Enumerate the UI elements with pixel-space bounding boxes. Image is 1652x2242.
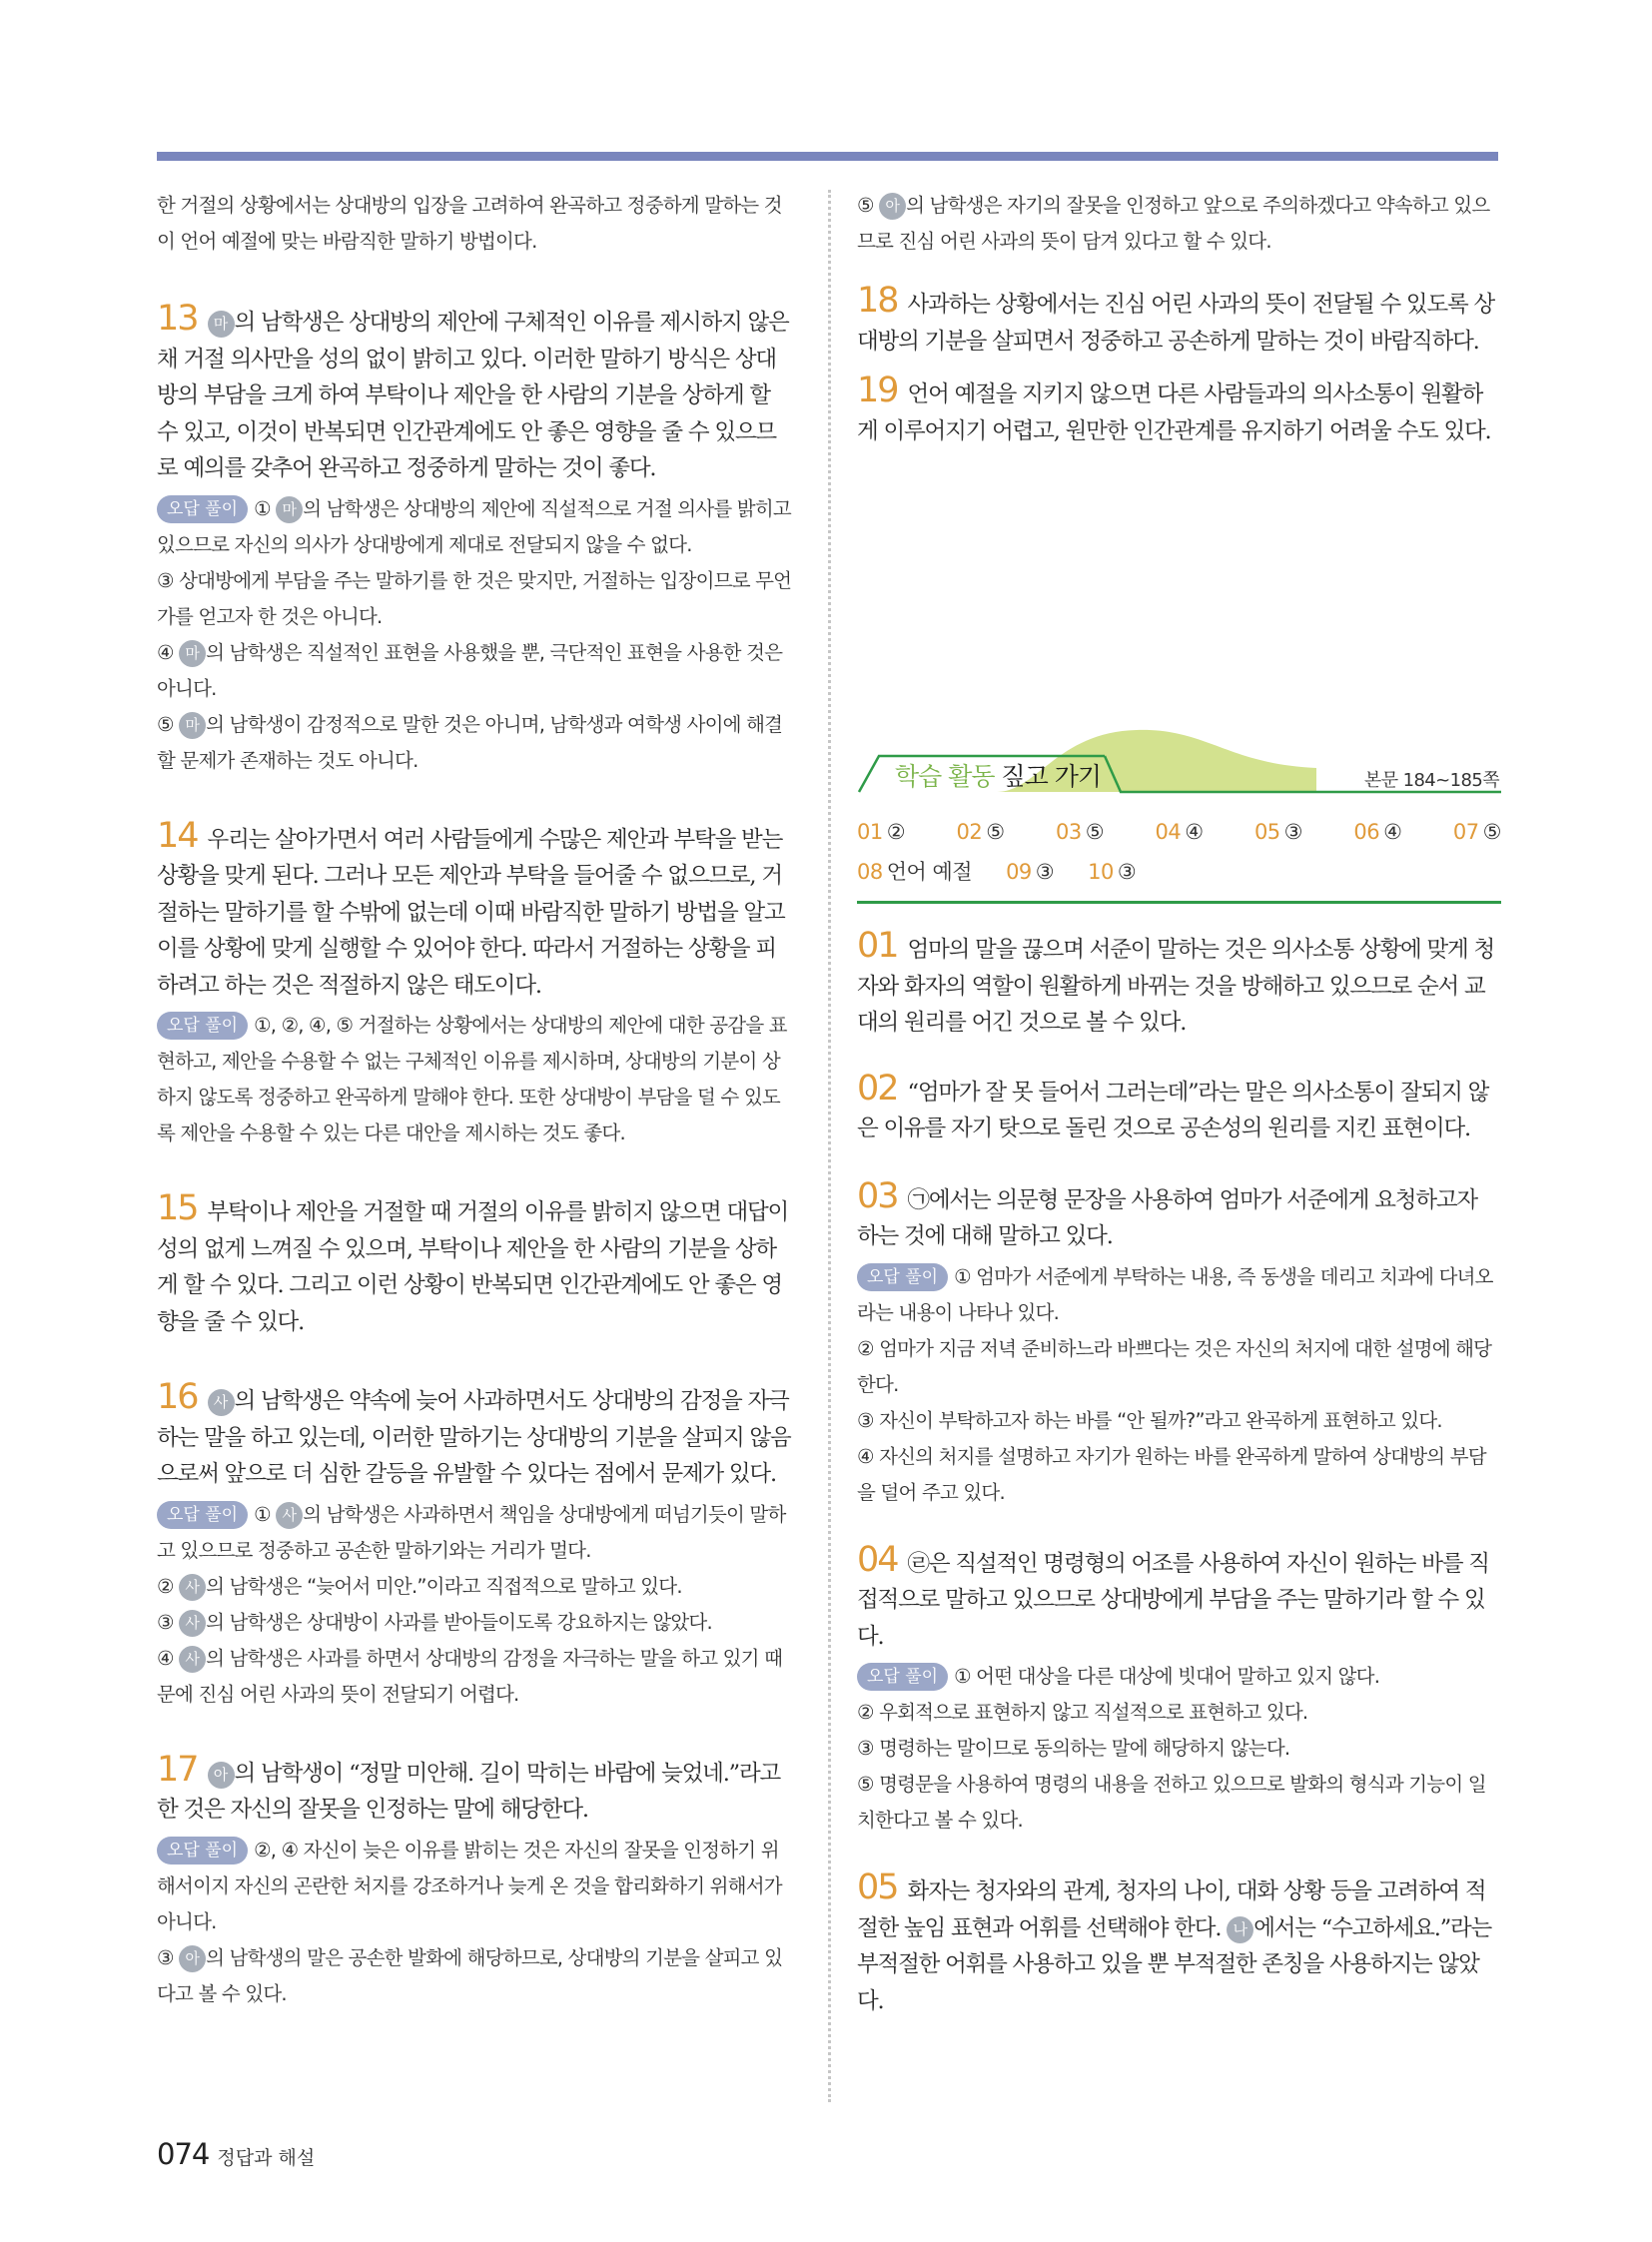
explanation-line xyxy=(157,1497,796,1569)
item-number: 14 xyxy=(157,815,198,856)
answer-key-value: ⑤ xyxy=(1482,820,1501,844)
paragraph xyxy=(857,1175,1496,1255)
paragraph xyxy=(157,299,796,487)
answer-item xyxy=(857,1175,1496,1255)
answer-key-item xyxy=(1006,852,1054,892)
circle-label-badge: 사 xyxy=(276,1502,303,1529)
paragraph-text: 화자는 청자와의 관계, 청자의 나이, 대화 상황 등을 고려하여 적절한 높임 표현과 어휘를 선택해야 한다. xyxy=(857,1878,1486,1941)
answer-key-number: 01 xyxy=(857,820,883,844)
wrong-answer-label: 오답 풀이 xyxy=(157,1837,248,1865)
paragraph xyxy=(157,1377,796,1493)
item-number: 01 xyxy=(857,926,898,966)
item-number: 05 xyxy=(857,1868,898,1907)
answer-key-value: ③ xyxy=(1117,860,1137,884)
answer-key-number: 04 xyxy=(1155,820,1182,844)
explanation-line xyxy=(157,1940,796,2012)
paragraph xyxy=(857,1870,1496,2019)
wrong-answer-label: 오답 풀이 xyxy=(857,1663,948,1691)
circle-label-badge: 마 xyxy=(208,311,235,338)
answer-key-item xyxy=(1453,812,1501,852)
explanation-line xyxy=(157,563,796,635)
circle-label-badge: 사 xyxy=(179,1610,206,1637)
answer-key-item xyxy=(857,852,972,892)
circle-label-badge: 마 xyxy=(276,496,303,523)
explanation-line xyxy=(857,188,1496,260)
paragraph xyxy=(157,815,796,1005)
paragraph xyxy=(857,281,1496,360)
answer-key-number: 08 xyxy=(857,860,883,884)
explanation-text: ① xyxy=(254,1502,277,1526)
circle-label-badge: 나 xyxy=(1227,1916,1253,1943)
answer-note xyxy=(857,1659,1496,1839)
explanation-text: 의 남학생은 “늦어서 미안.”이라고 직접적으로 말하고 있다. xyxy=(206,1574,682,1598)
answer-key-number: 10 xyxy=(1088,860,1114,884)
answer-item xyxy=(857,1068,1496,1147)
explanation-text: 의 남학생은 직설적인 표현을 사용했을 뿐, 극단적인 표현을 사용한 것은 아니다. xyxy=(157,640,783,700)
paragraph-text: 의 남학생은 약속에 늦어 사과하면서도 상대방의 감정을 자극하는 말을 하고 있는데, 이러한 말하기는 상대방의 기분을 살피지 않음으로써 앞으로 더 심한 갈등을 유발할 수 있다는 점에서 문제가 있다. xyxy=(157,1388,791,1487)
answer-note xyxy=(157,491,796,779)
answer-key-number: 07 xyxy=(1452,820,1479,844)
answer-note xyxy=(857,1259,1496,1511)
answer-note xyxy=(157,1833,796,2012)
circle-label-badge: 사 xyxy=(208,1389,235,1416)
explanation-text: ⑤ xyxy=(857,194,880,217)
answer-item xyxy=(857,281,1496,360)
paragraph-text: 한 거절의 상황에서는 상대방의 입장을 고려하여 완곡하고 정중하게 말하는 것이 언어 예절에 맞는 바람직한 말하기 방법이다. xyxy=(157,194,782,253)
answer-key-item xyxy=(1353,812,1401,852)
item-number: 17 xyxy=(157,1749,198,1790)
paragraph xyxy=(857,1068,1496,1147)
answer-item xyxy=(857,1870,1496,2019)
item-number: 13 xyxy=(157,299,198,339)
paragraph-text: 의 남학생이 “정말 미안해. 길이 막히는 바람에 늦었네.”라고 한 것은 자신의 잘못을 인정하는 말에 해당한다. xyxy=(157,1760,781,1823)
explanation-text: ② xyxy=(157,1574,180,1598)
answer-key-value: ⑤ xyxy=(1085,820,1105,844)
explanation-line xyxy=(857,1403,1496,1439)
explanation-line xyxy=(857,1731,1496,1767)
answer-note xyxy=(857,188,1496,260)
item-number: 16 xyxy=(157,1377,198,1417)
section-title xyxy=(895,757,1101,793)
study-activity-section xyxy=(857,724,1501,914)
section-title-highlight: 학습 활동 xyxy=(895,762,995,791)
answer-item xyxy=(857,1539,1496,1656)
answer-key-value: ③ xyxy=(1283,820,1302,844)
explanation-text: ① 어떤 대상을 다른 대상에 빗대어 말하고 있지 않다. xyxy=(954,1665,1380,1688)
circle-label-badge: 사 xyxy=(179,1646,206,1673)
circle-label-badge: 마 xyxy=(179,712,206,739)
answer-key-value: ④ xyxy=(1185,820,1204,844)
explanation-line xyxy=(157,1833,796,1940)
circle-label-badge: 아 xyxy=(208,1762,235,1789)
circle-label-badge: 마 xyxy=(179,640,206,667)
paragraph-text: 엄마의 말을 끊으며 서준이 말하는 것은 의사소통 상황에 맞게 청자와 화자의 역할이 원활하게 바뀌는 것을 방해하고 있으므로 순서 교대의 원리를 어긴 것으로 볼 수 있다. xyxy=(857,937,1495,1036)
explanation-text: ③ 명령하는 말이므로 동의하는 말에 해당하지 않는다. xyxy=(857,1737,1290,1760)
answer-item xyxy=(157,815,796,1005)
explanation-text: ⑤ xyxy=(157,712,180,736)
footer-label: 정답과 해설 xyxy=(217,2147,316,2169)
section-underline xyxy=(857,901,1501,904)
paragraph xyxy=(157,188,796,260)
item-number: 18 xyxy=(857,281,898,321)
answer-key-row xyxy=(857,812,1501,852)
answer-item xyxy=(157,1377,796,1493)
answer-key-item xyxy=(1088,852,1136,892)
answer-key-item xyxy=(1056,812,1104,852)
explanation-line xyxy=(157,1569,796,1605)
explanation-text: 의 남학생의 말은 공손한 발화에 해당하므로, 상대방의 기분을 살피고 있다고 볼 수 있다. xyxy=(157,1945,783,2005)
explanation-text: 의 남학생은 사과하면서 책임을 상대방에게 떠넘기듯이 말하고 있으므로 정중하고 공손한 말하기와는 거리가 멀다. xyxy=(157,1502,786,1562)
answer-note xyxy=(157,188,796,260)
item-number: 19 xyxy=(857,371,898,410)
explanation-line xyxy=(157,1605,796,1641)
explanation-text: ③ xyxy=(157,1945,180,1969)
explanation-line xyxy=(857,1695,1496,1731)
section-title-rest: 짚고 가기 xyxy=(994,762,1102,791)
explanation-line xyxy=(857,1331,1496,1403)
item-number: 15 xyxy=(157,1188,198,1228)
page-footer xyxy=(157,2137,315,2171)
explanation-text: ④ xyxy=(157,640,180,664)
explanation-text: 의 남학생은 사과를 하면서 상대방의 감정을 자극하는 말을 하고 있기 때문에 진심 어린 사과의 뜻이 전달되기 어렵다. xyxy=(157,1646,783,1706)
explanation-text: ⑤ 명령문을 사용하여 명령의 내용을 전하고 있으므로 발화의 형식과 기능이 일치한다고 볼 수 있다. xyxy=(857,1773,1486,1832)
explanation-text: ①, ②, ④, ⑤ 거절하는 상황에서는 상대방의 제안에 대한 공감을 표현하고, 제안을 수용할 수 없는 구체적인 이유를 제시하며, 상대방의 기분이 상하지 않도록 정중하고 완곡하게 말해야 한다. 또한 상대방이 부담을 덜 수 있도록 제안을 수용할 수 있는 다른 대안을 제시하는 것도 좋다. xyxy=(157,1014,787,1144)
answer-note xyxy=(157,1497,796,1713)
answer-item xyxy=(157,1749,796,1829)
right-column-top xyxy=(857,188,1496,449)
explanation-line xyxy=(857,1767,1496,1839)
answer-item xyxy=(857,926,1496,1042)
explanation-line xyxy=(857,1259,1496,1331)
section-page-range: 본문 184~185쪽 xyxy=(1363,770,1499,791)
column-divider xyxy=(828,190,831,2102)
wrong-answer-label: 오답 풀이 xyxy=(157,1501,248,1529)
paragraph-text: ㉣은 직설적인 명령형의 어조를 사용하여 자신이 원하는 바를 직접적으로 말하고 있으므로 상대방에게 부담을 주는 말하기라 할 수 있다. xyxy=(857,1550,1489,1650)
explanation-text: ④ xyxy=(157,1646,180,1670)
explanation-text: ②, ④ 자신이 늦은 이유를 밝히는 것은 자신의 잘못을 인정하기 위해서이지 자신의 곤란한 처지를 강조하거나 늦게 온 것을 합리화하기 위해서가 아니다. xyxy=(157,1838,782,1933)
explanation-text: ① xyxy=(254,496,277,520)
explanation-line xyxy=(157,491,796,563)
wrong-answer-label: 오답 풀이 xyxy=(857,1263,948,1291)
paragraph-text: 에서는 “수고하세요.”라는 부적절한 어휘를 사용하고 있을 뿐 부적절한 존칭을 사용하지는 않았다. xyxy=(857,1914,1492,2014)
explanation-text: ③ xyxy=(157,1610,180,1634)
answer-key-value: ③ xyxy=(1035,860,1055,884)
wrong-answer-label: 오답 풀이 xyxy=(157,495,248,523)
paragraph-text: 우리는 살아가면서 여러 사람들에게 수많은 제안과 부탁을 받는 상황을 맞게 된다. 그러나 모든 제안과 부탁을 들어줄 수 없으므로, 거절하는 말하기를 할 수밖에 없는데 이때 바람직한 말하기 방법을 알고 이를 상황에 맞게 실행할 수 있어야 한다. 따라서 거절하는 상황을 피하려고 하는 것은 적절하지 않은 태도이다. xyxy=(157,826,785,999)
answer-key-value: ④ xyxy=(1383,820,1402,844)
answer-key-item xyxy=(956,812,1004,852)
circle-label-badge: 사 xyxy=(179,1574,206,1601)
explanation-text: ③ 상대방에게 부담을 주는 말하기를 한 것은 맞지만, 거절하는 입장이므로 무언가를 얻고자 한 것은 아니다. xyxy=(157,568,792,628)
explanation-text: 의 남학생은 자기의 잘못을 인정하고 앞으로 주의하겠다고 약속하고 있으므로 진심 어린 사과의 뜻이 담겨 있다고 할 수 있다. xyxy=(857,194,1490,253)
explanation-line xyxy=(157,635,796,707)
explanation-line xyxy=(857,1659,1496,1695)
explanation-line xyxy=(157,707,796,779)
paragraph-text: 부탁이나 제안을 거절할 때 거절의 이유를 밝히지 않으면 대답이 성의 없게 느껴질 수 있으며, 부탁이나 제안을 한 사람의 기분을 상하게 할 수 있다. 그리고 이런 상황이 반복되면 인간관계에도 안 좋은 영향을 줄 수 있다. xyxy=(157,1199,789,1335)
answer-key-item xyxy=(857,812,905,852)
explanation-line xyxy=(157,1641,796,1713)
explanation-line xyxy=(857,1439,1496,1511)
wrong-answer-label: 오답 풀이 xyxy=(157,1012,248,1040)
answer-item xyxy=(857,371,1496,449)
explanation-text: ② 우회적으로 표현하지 않고 직설적으로 표현하고 있다. xyxy=(857,1701,1308,1724)
paragraph xyxy=(857,926,1496,1042)
answer-key xyxy=(857,812,1501,892)
paragraph xyxy=(157,1188,796,1340)
paragraph-text: 의 남학생은 상대방의 제안에 구체적인 이유를 제시하지 않은 채 거절 의사만을 성의 없이 밝히고 있다. 이러한 말하기 방식은 상대방의 부담을 크게 하여 부탁이나 제안을 한 사람의 기분을 상하게 할 수 있고, 이것이 반복되면 인간관계에도 안 좋은 영향을 줄 수 있으므로 예의를 갖추어 완곡하고 정중하게 말하는 것이 좋다. xyxy=(157,310,789,481)
answer-key-value: ② xyxy=(886,820,906,844)
explanation-text: 의 남학생은 상대방이 사과를 받아들이도록 강요하지는 않았다. xyxy=(206,1610,712,1634)
answer-key-number: 09 xyxy=(1006,860,1032,884)
paragraph-text: “엄마가 잘 못 들어서 그러는데”라는 말은 의사소통이 잘되지 않은 이유를 자기 탓으로 돌린 것으로 공손성의 원리를 지킨 표현이다. xyxy=(857,1079,1489,1141)
answer-item xyxy=(157,299,796,487)
answer-note xyxy=(157,1008,796,1151)
top-accent-bar xyxy=(157,152,1498,161)
paragraph xyxy=(157,1749,796,1829)
page-number: 074 xyxy=(157,2137,210,2171)
item-number: 03 xyxy=(857,1175,898,1216)
left-column xyxy=(157,188,796,2012)
answer-key-number: 02 xyxy=(956,820,983,844)
answer-item xyxy=(157,1188,796,1340)
explanation-text: 의 남학생은 상대방의 제안에 직설적으로 거절 의사를 밝히고 있으므로 자신의 의사가 상대방에게 제대로 전달되지 않을 수 없다. xyxy=(157,496,791,556)
explanation-text: ③ 자신이 부탁하고자 하는 바를 “안 될까?”라고 완곡하게 표현하고 있다. xyxy=(857,1408,1442,1432)
answer-key-value: ⑤ xyxy=(986,820,1005,844)
answer-key-number: 05 xyxy=(1253,820,1280,844)
item-number: 02 xyxy=(857,1068,898,1109)
circle-label-badge: 아 xyxy=(879,193,906,220)
answer-key-item xyxy=(1155,812,1203,852)
answer-key-number: 06 xyxy=(1353,820,1380,844)
answer-key-item xyxy=(1254,812,1302,852)
explanation-line xyxy=(157,1008,796,1151)
explanation-text: 의 남학생이 감정적으로 말한 것은 아니며, 남학생과 여학생 사이에 해결할 문제가 존재하는 것도 아니다. xyxy=(157,712,783,772)
paragraph xyxy=(857,1539,1496,1656)
explanation-text: ④ 자신의 처지를 설명하고 자기가 원하는 바를 완곡하게 말하여 상대방의 부담을 덜어 주고 있다. xyxy=(857,1444,1486,1504)
paragraph-text: 언어 예절을 지키지 않으면 다른 사람들과의 의사소통이 원활하게 이루어지기 어렵고, 원만한 인간관계를 유지하기 어려울 수도 있다. xyxy=(857,381,1491,444)
answer-key-number: 03 xyxy=(1055,820,1082,844)
right-column-bottom xyxy=(857,926,1496,2019)
paragraph xyxy=(857,371,1496,449)
paragraph-text: 사과하는 상황에서는 진심 어린 사과의 뜻이 전달될 수 있도록 상대방의 기분을 살피면서 정중하고 공손하게 말하는 것이 바람직하다. xyxy=(857,292,1495,355)
answer-key-row xyxy=(857,852,1501,892)
circle-label-badge: 아 xyxy=(179,1945,206,1972)
paragraph-text: ㉠에서는 의문형 문장을 사용하여 엄마가 서준에게 요청하고자 하는 것에 대해 말하고 있다. xyxy=(857,1186,1477,1249)
item-number: 04 xyxy=(857,1539,898,1580)
explanation-text: ① 엄마가 서준에게 부탁하는 내용, 즉 동생을 데리고 치과에 다녀오라는 내용이 나타나 있다. xyxy=(857,1264,1493,1324)
explanation-text: ② 엄마가 지금 저녁 준비하느라 바쁘다는 것은 자신의 처지에 대한 설명에 해당한다. xyxy=(857,1336,1492,1396)
answer-key-value: 언어 예절 xyxy=(886,860,973,884)
